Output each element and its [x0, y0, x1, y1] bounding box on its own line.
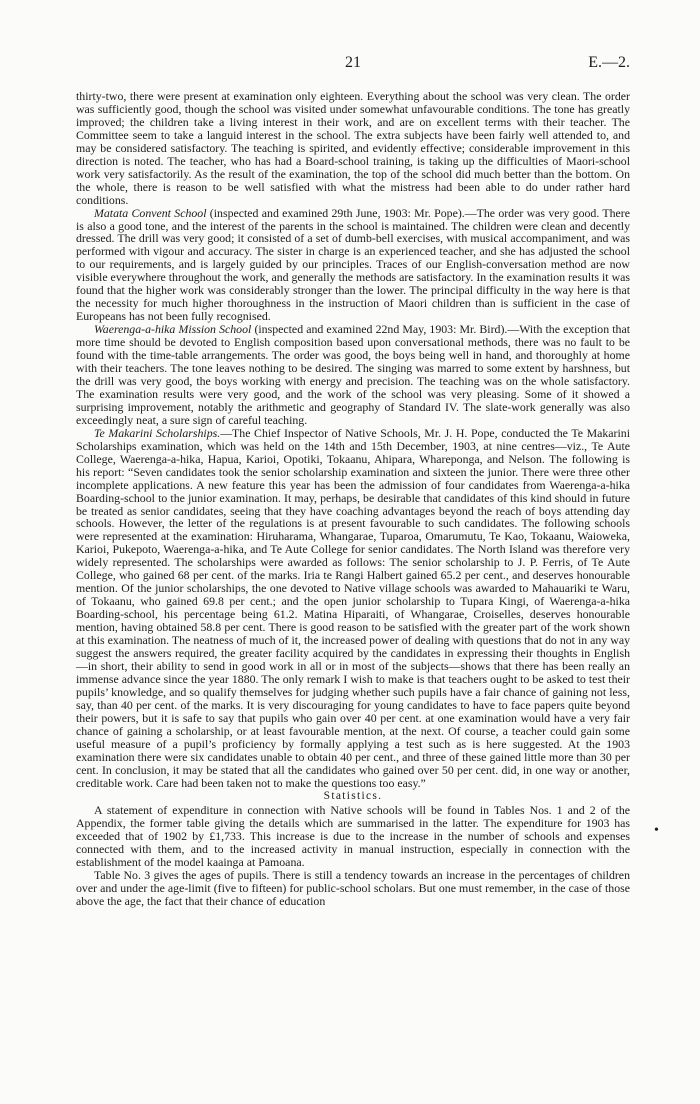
paragraph-text: —The Chief Inspector of Native Schools, Mr. J. H. Pope, conducted the Te Makarini Scholarships examination, which was held on the 14th and 15th December, 1903, at nine centres—viz., Te Aute College, Waerenga-a-hika, Hapua, Karioi, Opotiki, Tokaanu, Ahipara, Whareponga, and Nelson. The following is his report: “Seven candidates took the senior scholarship examination and sixteen the junior. There were three other incomplete applications. A new feature this year has been the admission of four candidates from Waerenga-a-hika Boarding-school to the junior examination. It may, perhaps, be desirable that candidates of this kind should in future be treated as senior candidates, seeing that they have coaching advantages beyond the reach of boys attending day schools. However, the letter of the regulations is at present favourable to such candidates. The following schools were represented at the examination: Hiruharama, Whangarae, Tuparoa, Omarumutu, Te Kao, Tokaanu, Waioweka, Karioi, Pukepoto, Waerenga-a-hika, and Te Aute College for senior candidates. The North Island was therefore very widely represented. The scholarships were awarded as follows: The senior scholarship to J. P. Ferris, of Te Aute College, who gained 68 per cent. of the marks. Iria te Rangi Halbert gained 65.2 per cent., and deserves honourable mention. Of the junior scholarships, the one devoted to Native village schools was awarded to Mahauariki te Waru, of Tokaanu, who gained 69.8 per cent.; and the open junior scholarship to Tupara Kingi, of Waerenga-a-hika Boarding-school, his percentage being 61.2. Matina Hiparaiti, of Whangarae, Croiselles, deserves honourable mention, having obtained 58.8 per cent. There is good reason to be satisfied with the greater part of the work shown at this examination. The neatness of much of it, the increased power of dealing with questions that do not in any way suggest the answers required, the greater facility acquired by the candidates in expressing their thoughts in English—in short, their ability to send in good work in all or in most of the subjects—shows that there has been really an immense advance since the year 1880. The only remark I wish to make is that teachers ought to be asked to test their pupils’ knowledge, and so qualify themselves for judging whether such pupils have a fair chance of gaining not less, say, than 40 per cent. of the marks. It is very discouraging for young candidates to have to face papers quite beyond their powers, but it is safe to say that pupils who gain over 40 per cent. at one examination would have a very fair chance of gaining a scholarship, or at least favourable mention, at the next. Of course, a teacher could gain some useful measure of a pupil’s proficiency by formally applying a test such as is here suggested. At the 1903 examination there were six candidates unable to obtain 40 per cent., and three of these gained little more than 30 per cent. In conclusion, it may be stated that all the candidates who gained over 50 per cent. did, in one way or another, creditable work. Care had been taken not to make the questions too easy.”	[76, 425, 630, 790]
paragraph-waerenga-mission	[76, 323, 630, 427]
paragraph-matata-convent	[76, 207, 630, 324]
school-name-waerenga: Waerenga-a-hika Mission School	[94, 322, 252, 337]
heading-te-makarini: Te Makarini Scholarships.	[94, 425, 221, 440]
paragraph-expenditure: A statement of expenditure in connection with Native schools will be found in Tables Nos. 1 and 2 of the Appendix, the former table giving the details which are summarised in the latter. The expenditure for 1903 has exceeded that of 1902 by £1,733. This increase is due to the increase in the number of schools and expenses connected with them, and to the increased activity in manual instruction, especially in connection with the establishment of the model kaainga at Pamoana.	[76, 803, 630, 870]
paragraph-previous-school-report: thirty-two, there were present at examination only eighteen. Everything about the school was very clean. The order was sufficiently good, though the school was visited under somewhat unfavourable conditions. The tone has greatly improved; the children take a living interest in their work, and are on excellent terms with their teacher. The Committee seem to take a languid interest in the school. The extra subjects have been fairly well attended to, and may be considered satisfactory. The teaching is spirited, and evidently effective; considerable improvement in this direction is noted. The teacher, who has had a Board-school training, is taking up the difficulties of Maori-school work very satisfactorily. As the result of the examination, the top of the school did much better than the bottom. On the whole, there is reason to be well satisfied with what the mistress had been able to do under rather hard conditions.	[76, 89, 630, 207]
body-text	[76, 90, 630, 908]
document-reference: E.—2.	[588, 54, 630, 71]
paragraph-text: (inspected and examined 22nd May, 1903: Mr. Bird).—With the exception that more time should be devoted to English composition based upon conversational methods, there was no fault to be found with the time-table arrangements. The order was good, the boys being well in hand, and thoroughly at home with their teachers. The tone leaves nothing to be desired. The singing was marred to some extent by harshness, but the drill was very good, the boys working with energy and precision. The teaching was on the whole satisfactory. The examination results were very good, and the work of the school was very pleasing. Some of it showed a surprising improvement, notably the arithmetic and geography of Standard IV. The slate-work generally was also exceedingly neat, a sure sign of careful teaching.	[76, 322, 631, 427]
page-header	[76, 54, 630, 76]
paragraph-te-makarini	[76, 427, 630, 790]
section-heading-statistics: Statistics.	[323, 790, 383, 803]
page-number: 21	[345, 54, 361, 71]
margin-mark: •	[654, 823, 659, 838]
paragraph-text: (inspected and examined 29th June, 1903: Mr. Pope).—The order was very good. There is also a good tone, and the interest of the parents in the school is maintained. The children were clean and decently dressed. The drill was very good; it consisted of a set of dumb-bell exercises, with musical accompaniment, and was performed with vigour and accuracy. The sister in charge is an experienced teacher, and she has adjusted the school to our requirements, and is largely guided by our principles. Traces of our English-conversation method are now visible everywhere throughout the work, and generally the methods are satisfactory. In the examination results it was found that the higher work was considerably stronger than the lower. The principal difficulty in the way here is that the necessity for much higher thoroughness in the instruction of Maori children than is sufficient in the case of Europeans has not been fully recognised.	[76, 205, 631, 324]
school-name-matata: Matata Convent School	[94, 205, 207, 220]
paragraph-ages: Table No. 3 gives the ages of pupils. There is still a tendency towards an increase in the percentages of children over and under the age-limit (five to fifteen) for public-school scholars. But one must remember, in the case of those above the age, the fact that their chance of education	[76, 868, 630, 909]
